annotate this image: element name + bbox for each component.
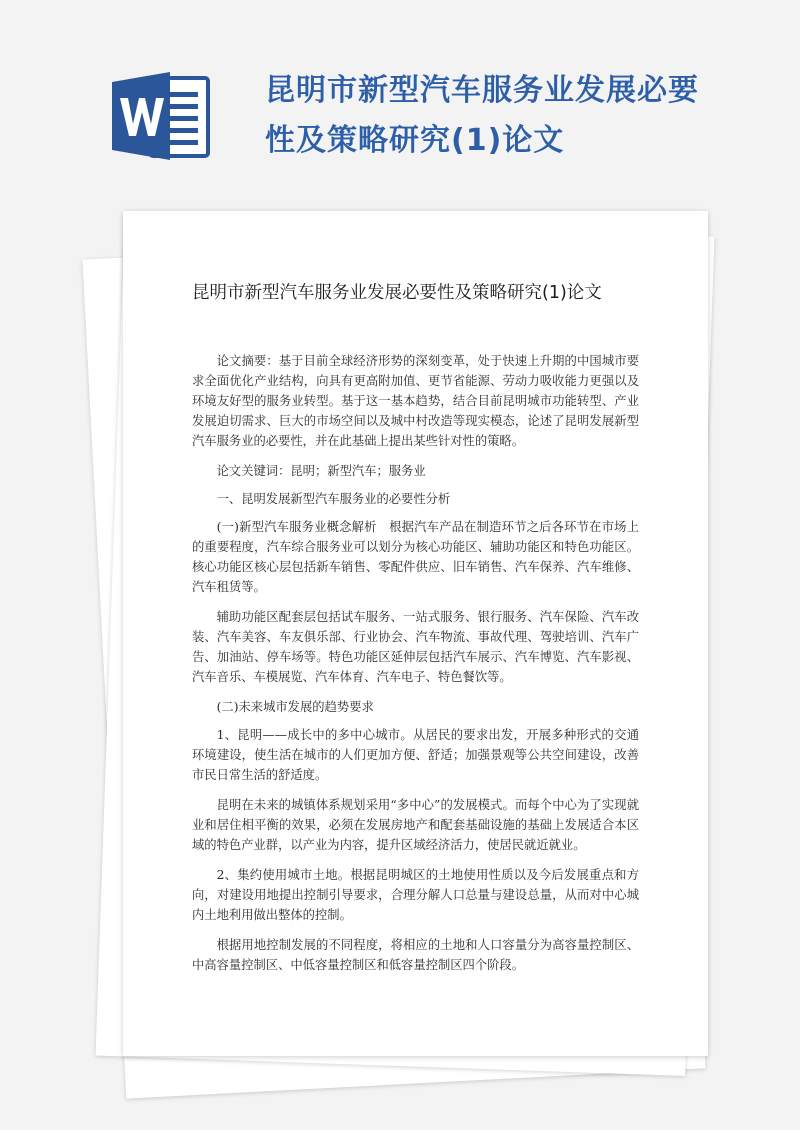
paragraph-planning: 昆明在未来的城镇体系规划采用“多中心”的发展模式。而每个中心为了实现就业和居住相平衡的效果，必须在发展房地产和配套基础设施的基础上发展适合本区域的特色产业群，以产业为内容，提升区域经济活力，使居民就近就业。 xyxy=(192,798,639,852)
paragraph-keywords: 论文关键词：昆明；新型汽车；服务业 xyxy=(216,464,426,478)
paragraph-land-use: 2、集约使用城市土地。根据昆明城区的土地使用性质以及今后发展重点和方向，对建设用地提出控制引导要求，合理分解人口总量与建设总量，从而对中心城内土地利用做出整体的控制。 xyxy=(192,868,639,922)
paragraph-multicenter: 1、昆明——成长中的多中心城市。从居民的要求出发，开展多种形式的交通环境建设，使生活在城市的人们更加方便、舒适；加强景观等公共空间建设，改善市民日常生活的舒适度。 xyxy=(192,728,639,782)
document-page[interactable] xyxy=(123,211,708,1056)
document-title: 昆明市新型汽车服务业发展必要性及策略研究(1)论文 xyxy=(192,283,602,303)
page-title: 昆明市新型汽车服务业发展必要性及策略研究(1)论文 xyxy=(265,73,699,158)
header xyxy=(0,0,800,200)
document-body xyxy=(192,351,639,985)
paragraph-concept: (一)新型汽车服务业概念解析 根据汽车产品在制造环节之后各环节在市场上的重要程度，汽车综合服务业可以划分为核心功能区、辅助功能区和特色功能区。核心功能区核心层包括新车销售、零配件供应、旧车销售、汽车保养、汽车维修、汽车租赁等。 xyxy=(192,520,639,594)
word-icon xyxy=(112,70,212,162)
paragraph-capacity: 根据用地控制发展的不同程度，将相应的土地和人口容量分为高容量控制区、中高容量控制区、中低容量控制区和低容量控制区四个阶段。 xyxy=(192,938,639,972)
paragraph-auxiliary: 辅助功能区配套层包括试车服务、一站式服务、银行服务、汽车保险、汽车改装、汽车美容、车友俱乐部、行业协会、汽车物流、事故代理、驾驶培训、汽车广告、加油站、停车场等。特色功能区延伸层包括汽车展示、汽车博览、汽车影视、汽车音乐、车模展览、汽车体育、汽车电子、特色餐饮等。 xyxy=(192,610,639,684)
section-heading-1: 一、昆明发展新型汽车服务业的必要性分析 xyxy=(216,492,451,506)
paragraph-abstract: 论文摘要：基于目前全球经济形势的深刻变革，处于快速上升期的中国城市要求全面优化产业结构，向具有更高附加值、更节省能源、劳动力吸收能力更强以及环境友好型的服务业转型。基于这一基本趋势，结合目前昆明城市功能转型、产业发展迫切需求、巨大的市场空间以及城中村改造等现实模态，论述了昆明发展新型汽车服务业的必要性，并在此基础上提出某些针对性的策略。 xyxy=(192,354,639,448)
section-heading-2: (二)未来城市发展的趋势要求 xyxy=(216,700,374,714)
